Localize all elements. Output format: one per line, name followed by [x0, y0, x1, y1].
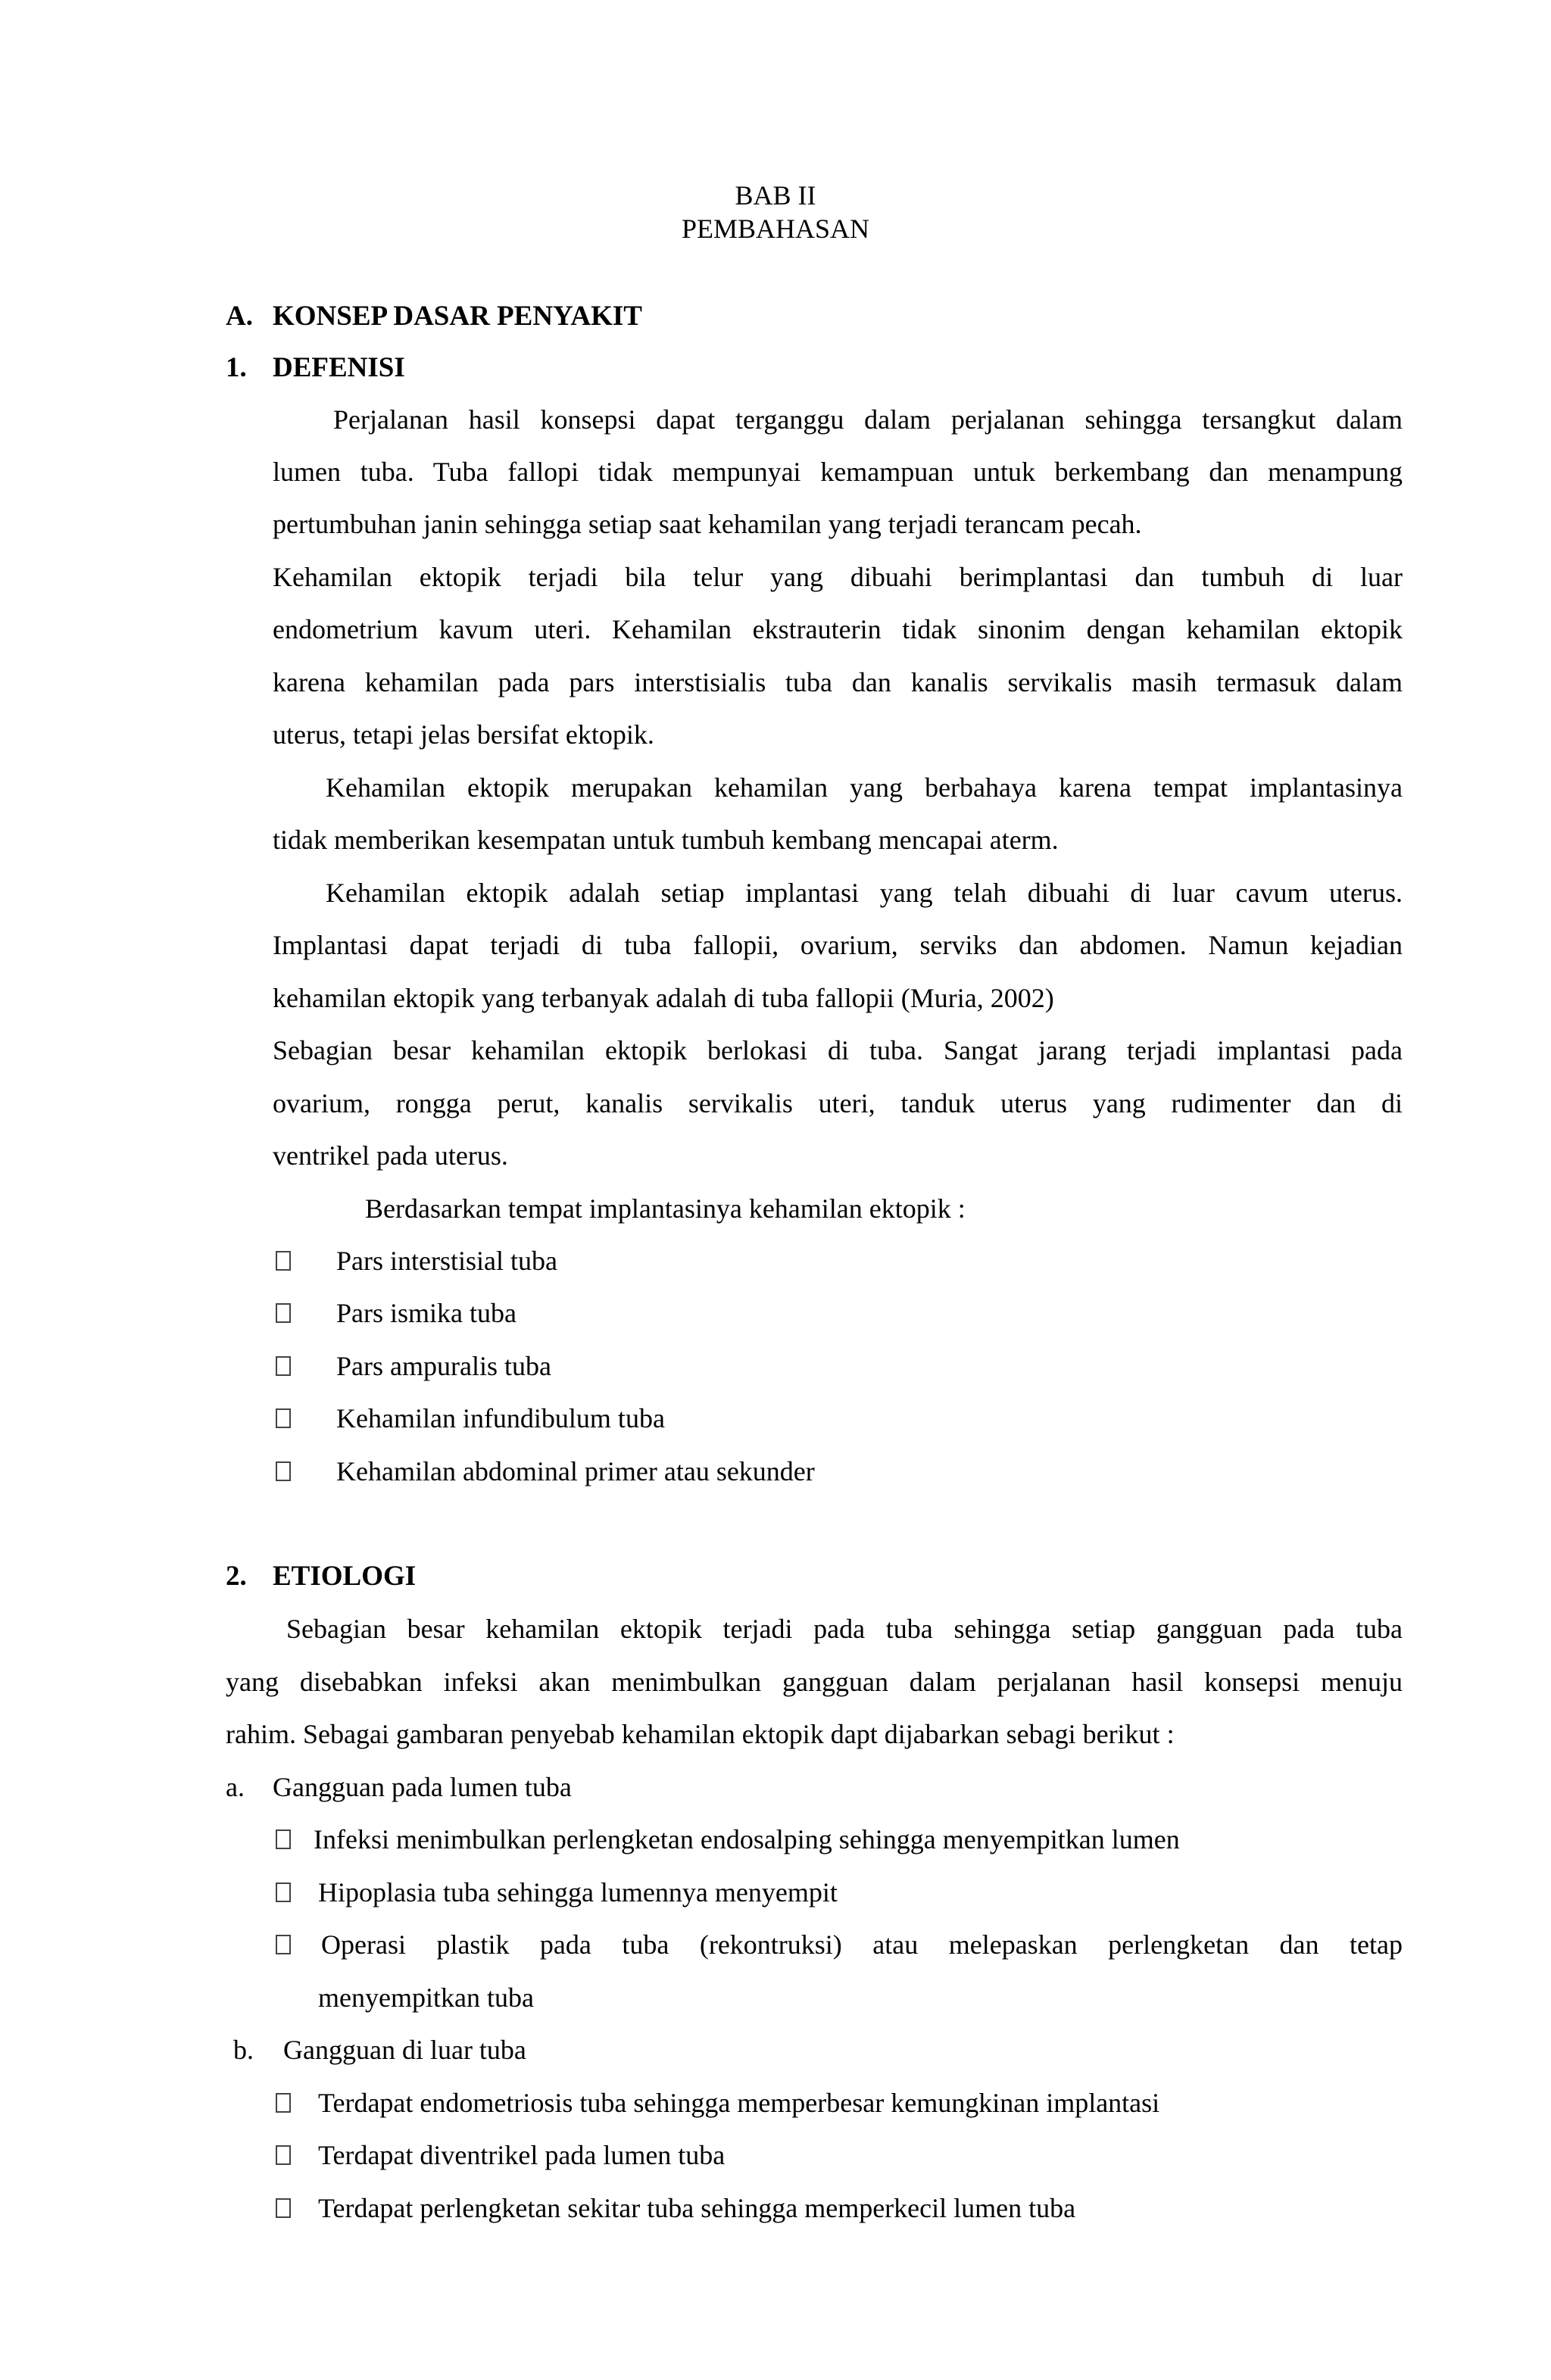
- sub-b-marker: b.: [233, 2035, 254, 2065]
- paragraph-line: karena kehamilan pada pars interstisialis tuba dan kanalis servikalis masih termasuk dalam: [273, 667, 1403, 697]
- section-a-marker: A.: [226, 301, 253, 332]
- section-2-title: ETIOLOGI: [273, 1561, 417, 1592]
- list-item: Terdapat perlengketan sekitar tuba sehingga memperkecil lumen tuba: [318, 2193, 1076, 2223]
- paragraph-line: tidak memberikan kesempatan untuk tumbuh kembang mencapai aterm.: [273, 825, 1059, 855]
- checkbox-icon: [276, 1303, 291, 1323]
- list-item: Pars ampuralis tuba: [336, 1351, 551, 1381]
- list-item: menyempitkan tuba: [318, 1982, 534, 2013]
- paragraph-line: Implantasi dapat terjadi di tuba fallopii, ovarium, serviks dan abdomen. Namun kejadian: [273, 930, 1403, 960]
- chapter-title: PEMBAHASAN: [681, 214, 870, 244]
- checkbox-icon: [276, 1408, 291, 1428]
- sub-b-title: Gangguan di luar tuba: [283, 2035, 526, 2065]
- list-item: Terdapat diventrikel pada lumen tuba: [318, 2140, 726, 2170]
- paragraph-line: uterus, tetapi jelas bersifat ektopik.: [273, 719, 654, 750]
- paragraph-line: kehamilan ektopik yang terbanyak adalah di tuba fallopii (Muria, 2002): [273, 983, 1054, 1013]
- list-item: Kehamilan infundibulum tuba: [336, 1403, 665, 1433]
- checkbox-icon: [276, 1356, 291, 1376]
- checkbox-icon: [276, 1882, 291, 1902]
- section-1-title: DEFENISI: [273, 352, 405, 383]
- checkbox-icon: [276, 2145, 291, 2165]
- paragraph-line: yang disebabkan infeksi akan menimbulkan gangguan dalam perjalanan hasil konsepsi menuju: [226, 1667, 1403, 1697]
- paragraph-line: Kehamilan ektopik adalah setiap implantasi yang telah dibuahi di luar cavum uterus.: [326, 878, 1403, 908]
- checkbox-icon: [276, 1461, 291, 1481]
- chapter-label: BAB II: [735, 180, 816, 211]
- paragraph-line: Kehamilan ektopik terjadi bila telur yang dibuahi berimplantasi dan tumbuh di luar: [273, 562, 1403, 592]
- sub-a-title: Gangguan pada lumen tuba: [273, 1772, 572, 1802]
- paragraph-line: Sebagian besar kehamilan ektopik terjadi pada tuba sehingga setiap gangguan pada tuba: [286, 1614, 1403, 1644]
- paragraph-line: endometrium kavum uteri. Kehamilan ekstrauterin tidak sinonim dengan kehamilan ektopik: [273, 614, 1403, 644]
- paragraph-line: Kehamilan ektopik merupakan kehamilan yang berbahaya karena tempat implantasinya: [326, 772, 1403, 803]
- checkbox-icon: [276, 2093, 291, 2113]
- section-2-marker: 2.: [226, 1561, 247, 1592]
- checkbox-icon: [276, 1251, 291, 1271]
- paragraph-line: Perjalanan hasil konsepsi dapat terganggu dalam perjalanan sehingga tersangkut dalam: [333, 404, 1403, 435]
- list-item: Operasi plastik pada tuba (rekontruksi) atau melepaskan perlengketan dan tetap: [321, 1929, 1403, 1960]
- paragraph-line: ovarium, rongga perut, kanalis servikalis uteri, tanduk uterus yang rudimenter dan di: [273, 1088, 1403, 1118]
- paragraph-line: lumen tuba. Tuba fallopi tidak mempunyai kemampuan untuk berkembang dan menampung: [273, 457, 1403, 487]
- paragraph-line: pertumbuhan janin sehingga setiap saat kehamilan yang terjadi terancam pecah.: [273, 509, 1142, 539]
- list-item: Kehamilan abdominal primer atau sekunder: [336, 1456, 815, 1486]
- list-item: Pars interstisial tuba: [336, 1246, 557, 1276]
- section-a-title: KONSEP DASAR PENYAKIT: [273, 301, 642, 332]
- list-item: Pars ismika tuba: [336, 1298, 516, 1328]
- list-item: Hipoplasia tuba sehingga lumennya menyempit: [318, 1877, 838, 1907]
- checkbox-icon: [276, 1829, 291, 1849]
- checkbox-icon: [276, 2198, 291, 2218]
- section-1-marker: 1.: [226, 352, 247, 383]
- checkbox-icon: [276, 1935, 291, 1954]
- list-item: Infeksi menimbulkan perlengketan endosalping sehingga menyempitkan lumen: [314, 1824, 1180, 1854]
- sub-a-marker: a.: [226, 1772, 245, 1802]
- paragraph-line: ventrikel pada uterus.: [273, 1140, 508, 1171]
- paragraph-line: Berdasarkan tempat implantasinya kehamilan ektopik :: [365, 1193, 966, 1224]
- list-item: Terdapat endometriosis tuba sehingga memperbesar kemungkinan implantasi: [318, 2088, 1160, 2118]
- paragraph-line: rahim. Sebagai gambaran penyebab kehamilan ektopik dapt dijabarkan sebagi berikut :: [226, 1719, 1175, 1749]
- paragraph-line: Sebagian besar kehamilan ektopik berlokasi di tuba. Sangat jarang terjadi implantasi pada: [273, 1035, 1403, 1065]
